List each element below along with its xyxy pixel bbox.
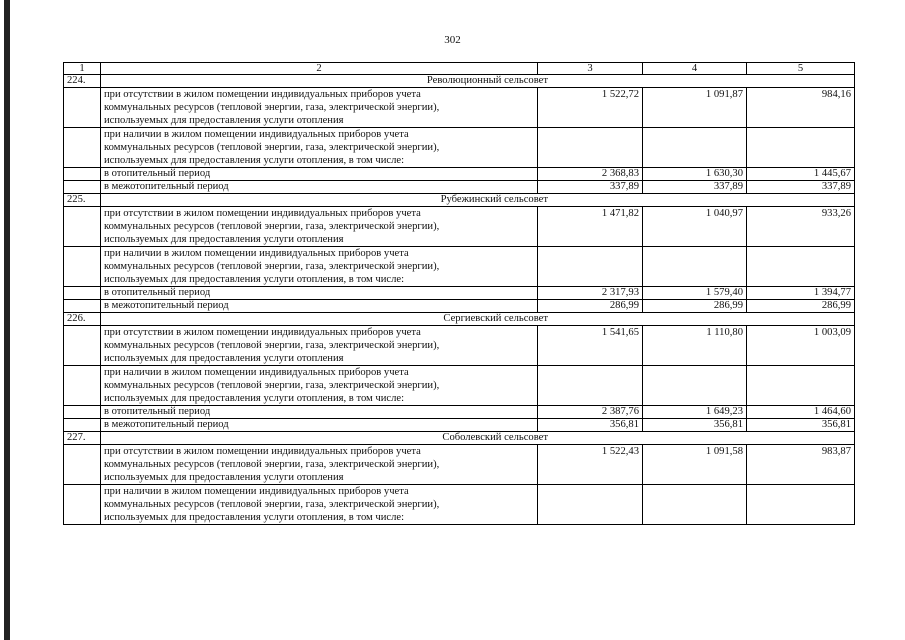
empty-cell (64, 445, 101, 485)
table-row (64, 128, 855, 168)
value-v3: 1 471,82 (538, 207, 643, 247)
value-v3 (538, 128, 643, 168)
value-v4: 356,81 (643, 419, 747, 432)
section-title: Революционный сельсовет (101, 75, 855, 88)
description-line: коммунальных ресурсов (тепловой энергии, газа, электрической энергии), (104, 261, 440, 272)
description-line: коммунальных ресурсов (тепловой энергии, газа, электрической энергии), (104, 499, 440, 510)
tariff-table (63, 62, 855, 525)
description-line: при наличии в жилом помещении индивидуальных приборов учета (104, 248, 409, 259)
row-description (101, 128, 538, 168)
value-v3: 356,81 (538, 419, 643, 432)
section-number: 226. (64, 313, 101, 326)
table-row (64, 88, 855, 128)
table-row (64, 406, 855, 419)
value-v4 (643, 485, 747, 525)
value-v5 (747, 366, 855, 406)
value-v3: 2 387,76 (538, 406, 643, 419)
empty-cell (64, 287, 101, 300)
row-description (101, 207, 538, 247)
table-row (64, 326, 855, 366)
scan-edge-rule (4, 0, 10, 640)
value-v5: 286,99 (747, 300, 855, 313)
empty-cell (64, 366, 101, 406)
description-line: в межотопительный период (104, 419, 229, 430)
header-row (64, 63, 855, 75)
empty-cell (64, 207, 101, 247)
description-line: в отопительный период (104, 287, 211, 298)
value-v4: 1 040,97 (643, 207, 747, 247)
empty-cell (64, 247, 101, 287)
description-line: при отсутствии в жилом помещении индивидуальных приборов учета (104, 327, 421, 338)
value-v4 (643, 366, 747, 406)
value-v5: 1 003,09 (747, 326, 855, 366)
row-description (101, 419, 538, 432)
value-v4: 1 091,58 (643, 445, 747, 485)
value-v4: 1 630,30 (643, 168, 747, 181)
description-line: используемых для предоставления услуги отопления, в том числе: (104, 274, 405, 285)
description-line: в отопительный период (104, 406, 211, 417)
table-row (64, 247, 855, 287)
value-v4: 1 649,23 (643, 406, 747, 419)
value-v3: 1 541,65 (538, 326, 643, 366)
description-line: коммунальных ресурсов (тепловой энергии, газа, электрической энергии), (104, 380, 440, 391)
row-description (101, 485, 538, 525)
empty-cell (64, 406, 101, 419)
description-line: коммунальных ресурсов (тепловой энергии, газа, электрической энергии), (104, 102, 440, 113)
value-v5: 1 464,60 (747, 406, 855, 419)
description-line: при отсутствии в жилом помещении индивидуальных приборов учета (104, 89, 421, 100)
header-col-3: 3 (538, 63, 643, 75)
description-line: используемых для предоставления услуги отопления (104, 472, 344, 483)
value-v4: 1 110,80 (643, 326, 747, 366)
section-title: Соболевский сельсовет (101, 432, 855, 445)
row-description (101, 300, 538, 313)
empty-cell (64, 300, 101, 313)
header-col-4: 4 (643, 63, 747, 75)
value-v4: 1 091,87 (643, 88, 747, 128)
value-v5: 983,87 (747, 445, 855, 485)
value-v5: 933,26 (747, 207, 855, 247)
value-v3 (538, 247, 643, 287)
row-description (101, 366, 538, 406)
header-col-1: 1 (64, 63, 101, 75)
row-description (101, 168, 538, 181)
table-row (64, 287, 855, 300)
table-row (64, 485, 855, 525)
empty-cell (64, 88, 101, 128)
row-description (101, 88, 538, 128)
value-v3 (538, 366, 643, 406)
description-line: используемых для предоставления услуги отопления, в том числе: (104, 512, 405, 523)
description-line: при наличии в жилом помещении индивидуальных приборов учета (104, 367, 409, 378)
section-header-row (64, 75, 855, 88)
section-number: 225. (64, 194, 101, 207)
row-description (101, 287, 538, 300)
description-line: используемых для предоставления услуги отопления (104, 234, 344, 245)
section-header-row (64, 194, 855, 207)
description-line: используемых для предоставления услуги отопления (104, 115, 344, 126)
row-description (101, 247, 538, 287)
empty-cell (64, 419, 101, 432)
table-row (64, 445, 855, 485)
description-line: при наличии в жилом помещении индивидуальных приборов учета (104, 486, 409, 497)
section-header-row (64, 432, 855, 445)
empty-cell (64, 128, 101, 168)
empty-cell (64, 485, 101, 525)
empty-cell (64, 326, 101, 366)
value-v5 (747, 247, 855, 287)
description-line: в межотопительный период (104, 181, 229, 192)
value-v3: 2 317,93 (538, 287, 643, 300)
description-line: коммунальных ресурсов (тепловой энергии, газа, электрической энергии), (104, 459, 440, 470)
value-v5: 984,16 (747, 88, 855, 128)
row-description (101, 181, 538, 194)
header-col-5: 5 (747, 63, 855, 75)
row-description (101, 406, 538, 419)
description-line: коммунальных ресурсов (тепловой энергии, газа, электрической энергии), (104, 340, 440, 351)
page-number: 302 (444, 34, 461, 46)
value-v5: 337,89 (747, 181, 855, 194)
section-number: 227. (64, 432, 101, 445)
value-v5: 1 445,67 (747, 168, 855, 181)
description-line: в межотопительный период (104, 300, 229, 311)
description-line: используемых для предоставления услуги отопления, в том числе: (104, 393, 405, 404)
description-line: при отсутствии в жилом помещении индивидуальных приборов учета (104, 446, 421, 457)
value-v5: 1 394,77 (747, 287, 855, 300)
value-v5 (747, 485, 855, 525)
header-col-2: 2 (101, 63, 538, 75)
value-v3 (538, 485, 643, 525)
table-row (64, 300, 855, 313)
row-description (101, 326, 538, 366)
value-v3: 286,99 (538, 300, 643, 313)
description-line: при наличии в жилом помещении индивидуальных приборов учета (104, 129, 409, 140)
table-row (64, 207, 855, 247)
value-v4: 286,99 (643, 300, 747, 313)
value-v5 (747, 128, 855, 168)
description-line: при отсутствии в жилом помещении индивидуальных приборов учета (104, 208, 421, 219)
table-row (64, 419, 855, 432)
table-row (64, 181, 855, 194)
section-number: 224. (64, 75, 101, 88)
description-line: коммунальных ресурсов (тепловой энергии, газа, электрической энергии), (104, 221, 440, 232)
empty-cell (64, 168, 101, 181)
value-v4: 1 579,40 (643, 287, 747, 300)
value-v4: 337,89 (643, 181, 747, 194)
description-line: используемых для предоставления услуги отопления (104, 353, 344, 364)
value-v4 (643, 128, 747, 168)
table-row (64, 366, 855, 406)
value-v4 (643, 247, 747, 287)
value-v3: 2 368,83 (538, 168, 643, 181)
section-header-row (64, 313, 855, 326)
description-line: используемых для предоставления услуги отопления, в том числе: (104, 155, 405, 166)
section-title: Рубежинский сельсовет (101, 194, 855, 207)
description-line: коммунальных ресурсов (тепловой энергии, газа, электрической энергии), (104, 142, 440, 153)
empty-cell (64, 181, 101, 194)
value-v3: 337,89 (538, 181, 643, 194)
section-title: Сергиевский сельсовет (101, 313, 855, 326)
value-v5: 356,81 (747, 419, 855, 432)
table-row (64, 168, 855, 181)
value-v3: 1 522,72 (538, 88, 643, 128)
row-description (101, 445, 538, 485)
description-line: в отопительный период (104, 168, 211, 179)
value-v3: 1 522,43 (538, 445, 643, 485)
